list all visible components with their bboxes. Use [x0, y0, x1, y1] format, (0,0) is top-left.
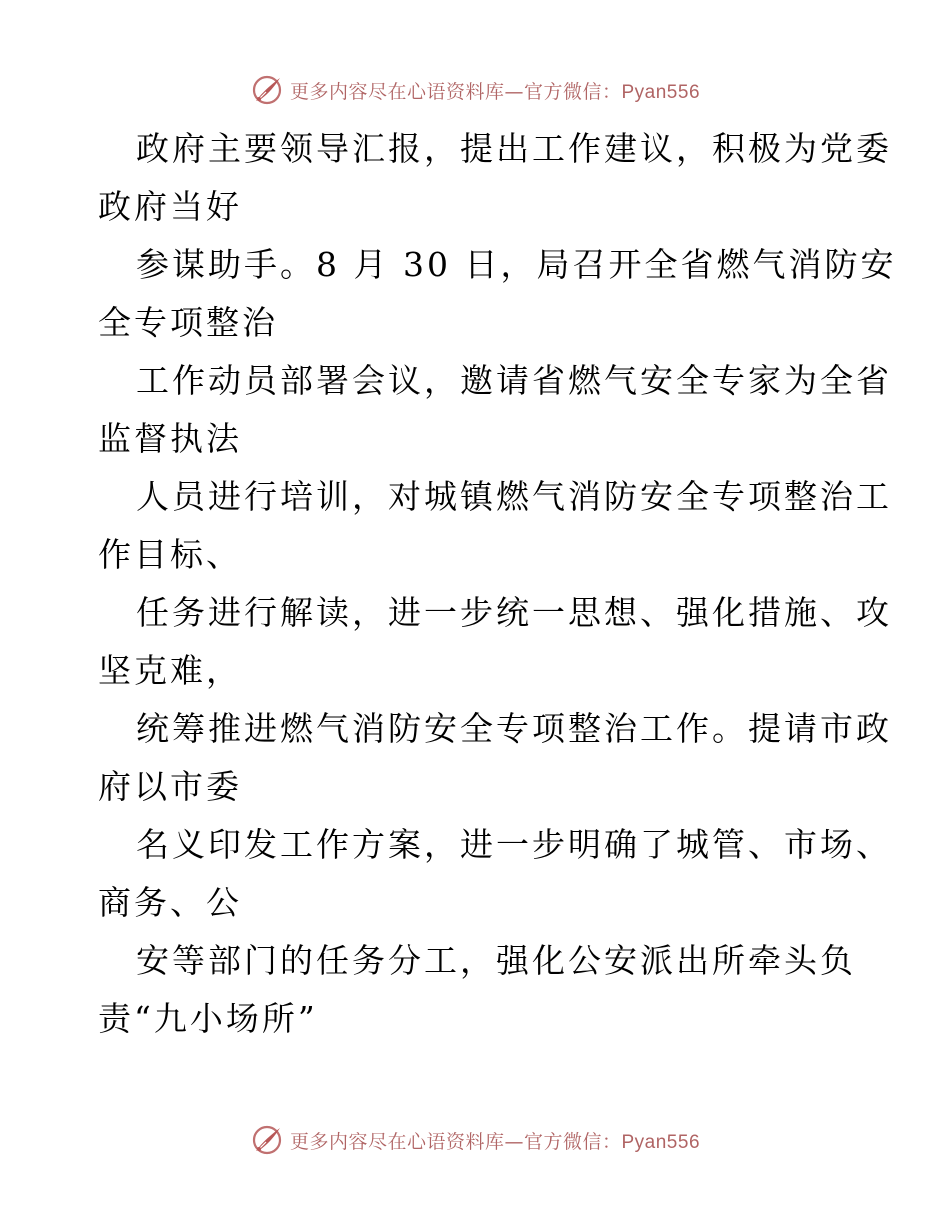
paragraph-line: 商务、公	[98, 883, 242, 922]
watermark-group	[250, 1123, 700, 1157]
paragraph-line: 工作动员部署会议，邀请省燃气安全专家为全省	[136, 361, 892, 400]
paragraph-line: 名义印发工作方案，进一步明确了城管、市场、	[136, 825, 892, 864]
paragraph-line: 参谋助手。8 月 30 日，局召开全省燃气消防安	[136, 245, 897, 284]
paragraph-line: 监督执法	[98, 419, 242, 458]
paragraph-1	[98, 120, 892, 236]
document-body	[98, 120, 897, 1048]
paragraph-line: 人员进行培训，对城镇燃气消防安全专项整治工	[136, 477, 892, 516]
paragraph-line: 政府主要领导汇报，提出工作建议，积极为党委	[136, 129, 892, 168]
paragraph-7	[98, 816, 892, 932]
watermark-text: 更多内容尽在心语资料库—官方微信：Pyan556	[289, 1130, 701, 1153]
wechat-id: Pyan556	[621, 81, 701, 103]
paragraph-line: 府以市委	[98, 767, 242, 806]
paragraph-6	[98, 700, 892, 816]
paragraph-line: 统筹推进燃气消防安全专项整治工作。提请市政	[136, 709, 892, 748]
watermark-footer	[0, 1120, 950, 1160]
paragraph-line: 全专项整治	[98, 303, 278, 342]
paragraph-line: 责“九小场所”	[98, 999, 318, 1038]
wechat-id: Pyan556	[621, 1131, 701, 1153]
paragraph-5	[98, 584, 892, 700]
paragraph-2	[98, 236, 897, 352]
paragraph-line: 坚克难，	[98, 651, 242, 690]
watermark-group	[250, 73, 700, 107]
paragraph-line: 任务进行解读，进一步统一思想、强化措施、攻	[136, 593, 892, 632]
paragraph-line: 安等部门的任务分工，强化公安派出所牵头负	[136, 941, 856, 980]
watermark-header	[0, 70, 950, 110]
paragraph-line: 作目标、	[98, 535, 242, 574]
paragraph-line: 政府当好	[98, 187, 242, 226]
paragraph-4	[98, 468, 892, 584]
paragraph-3	[98, 352, 892, 468]
quill-pen-logo-icon	[250, 73, 284, 107]
quill-pen-logo-icon	[250, 1123, 284, 1157]
paragraph-8	[98, 932, 858, 1048]
watermark-text: 更多内容尽在心语资料库—官方微信：Pyan556	[289, 80, 701, 103]
